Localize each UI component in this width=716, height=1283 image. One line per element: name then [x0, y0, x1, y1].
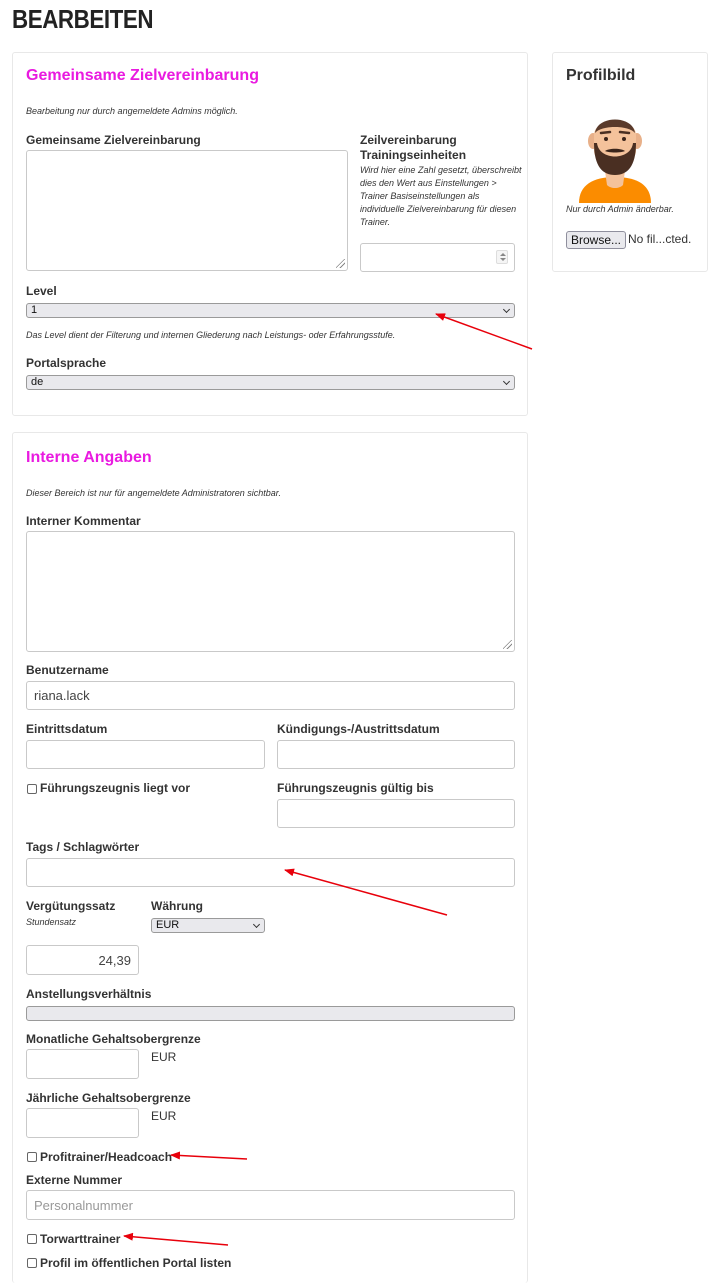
- training-help-3: Trainer Basiseinstellungen als: [360, 191, 480, 201]
- training-label-line2: Trainingseinheiten: [360, 148, 467, 162]
- username-value: riana.lack: [34, 688, 90, 703]
- headcoach-label[interactable]: Profitrainer/Headcoach: [40, 1150, 173, 1164]
- external-number-placeholder: Personalnummer: [34, 1197, 133, 1213]
- yearly-cap-label: Jährliche Gehaltsobergrenze: [26, 1091, 191, 1105]
- exit-date-label: Kündigungs-/Austrittsdatum: [277, 722, 440, 736]
- level-label: Level: [26, 284, 57, 298]
- red-arrow-goalkeeper: [124, 1236, 228, 1245]
- level-value: 1: [31, 304, 38, 316]
- monthly-cap-unit: EUR: [151, 1050, 177, 1064]
- certificate-label[interactable]: Führungszeugnis liegt vor: [40, 781, 191, 795]
- internal-heading: Interne Angaben: [26, 449, 152, 466]
- rate-label: Vergütungssatz: [26, 899, 116, 913]
- rate-help: Stundensatz: [26, 917, 77, 927]
- training-help-1: Wird hier eine Zahl gesetzt, überschreibt: [360, 165, 522, 175]
- browse-button[interactable]: Browse...: [566, 231, 626, 249]
- training-label-line1: Zeilvereinbarung: [360, 133, 457, 147]
- file-status: No fil...cted.: [628, 232, 692, 246]
- internal-note: Dieser Bereich ist nur für angemeldete Administratoren sichtbar.: [26, 488, 281, 498]
- goals-note: Bearbeitung nur durch angemeldete Admins möglich.: [26, 106, 238, 116]
- training-help-5: Trainer.: [360, 217, 391, 227]
- monthly-cap-label: Monatliche Gehaltsobergrenze: [26, 1032, 201, 1046]
- yearly-cap-unit: EUR: [151, 1109, 177, 1123]
- level-help: Das Level dient der Filterung und internen Gliederung nach Leistungs- oder Erfahrungsstufe.: [26, 330, 396, 340]
- shared-goal-label: Gemeinsame Zielvereinbarung: [26, 133, 201, 147]
- tags-label: Tags / Schlagwörter: [26, 840, 140, 854]
- profile-note: Nur durch Admin änderbar.: [566, 204, 674, 214]
- currency-label: Währung: [151, 899, 203, 913]
- currency-value: EUR: [156, 919, 180, 931]
- goalkeeper-label[interactable]: Torwarttrainer: [40, 1232, 121, 1246]
- red-arrow-tags: [285, 870, 447, 915]
- training-help-4: individuelle Zielvereinbarung für diesen: [360, 204, 517, 214]
- red-arrow-level: [436, 314, 532, 349]
- language-label: Portalsprache: [26, 356, 107, 370]
- employment-label: Anstellungsverhältnis: [26, 987, 152, 1001]
- page-title: BEARBEITEN: [12, 4, 154, 34]
- training-help-2: dies den Wert aus Einstellungen >: [360, 178, 497, 188]
- external-number-label: Externe Nummer: [26, 1173, 123, 1187]
- rate-value: 24,39: [98, 952, 131, 968]
- red-arrow-headcoach: [171, 1155, 247, 1159]
- username-label: Benutzername: [26, 663, 109, 677]
- language-value: de: [31, 376, 44, 388]
- public-profile-label[interactable]: Profil im öffentlichen Portal listen: [40, 1256, 232, 1270]
- goals-heading: Gemeinsame Zielvereinbarung: [26, 67, 259, 84]
- entry-date-label: Eintrittsdatum: [26, 722, 108, 736]
- comment-label: Interner Kommentar: [26, 514, 141, 528]
- certificate-valid-label: Führungszeugnis gültig bis: [277, 781, 434, 795]
- profile-heading: Profilbild: [566, 67, 636, 84]
